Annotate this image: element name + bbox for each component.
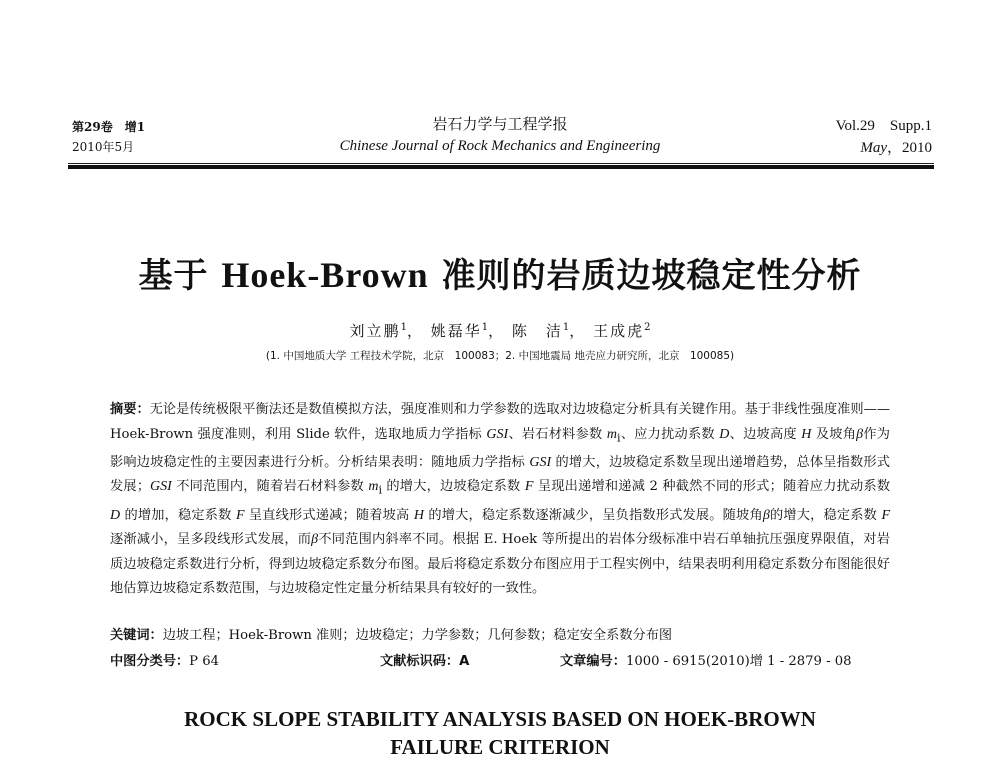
title-part1: 基于 (138, 256, 222, 296)
symbol-gsi: GSI (486, 426, 509, 442)
symbol-sub-i: i (378, 484, 382, 498)
date-en (836, 137, 932, 159)
abstract-text: 无论是传统极限平衡法还是数值模拟方法，强度准则和力学参数的选取对边坡稳定分析具有关键作用。基于非线性强度准则——Hoek-Brown 强度准则，利用 Slide 软件，选取地质力学指标 (110, 402, 891, 442)
abstract-text: 逐渐减小，呈多段线形式发展，而 (110, 532, 312, 548)
author-affil-mark: 1 (400, 322, 407, 333)
abstract-text: 的增大，稳定系数 (769, 507, 882, 523)
abstract-text: 呈直线形式递减；随着坡高 (244, 507, 414, 523)
abstract-text: 不同范围内，随着岩石材料参数 (171, 479, 369, 495)
clc-label: 中图分类号： (110, 654, 190, 669)
english-title-line2: FAILURE CRITERION (390, 735, 610, 759)
header-rule-thin (68, 163, 934, 164)
symbol-gsi: GSI (150, 479, 172, 495)
title-part3: 准则的岩质边坡稳定性分析 (428, 256, 862, 296)
paper-title (0, 248, 1000, 297)
abstract-text: 不同范围内斜率不同。根据 E. Hoek 等所提出的岩体分级标准中岩石单轴抗压强度界限值，对岩质边坡稳定系数进行分析，得到边坡稳定系数分布图。最后将稳定系数分布图应用于工程实例中，结果表明利用稳定系数分布图能很好地估算边坡稳定系数范围，与边坡稳定性定量分析结果具有较好的一致性。 (110, 532, 890, 597)
abstract (110, 398, 890, 602)
author-list: 刘立鹏$^1$， 姚磊华$^1$， 陈 洁$^1$， 王成虎$^2$ (349, 322, 651, 340)
abstract-text: 、边坡高度 (729, 426, 802, 442)
symbol-m: m (606, 426, 618, 442)
symbol-beta: β (311, 532, 319, 548)
keywords (110, 624, 890, 648)
header-right (836, 115, 932, 159)
symbol-d: D (719, 426, 730, 442)
article-value: 1000 - 6915(2010)增 1 - 2879 - 08 (625, 654, 852, 669)
symbol-beta: β (856, 426, 864, 442)
abstract-text: 作为影响边坡稳定性的主要因素进行分析。分析结果表明：随地质力学指标 (110, 426, 890, 470)
header-center (240, 113, 760, 157)
article-number (560, 650, 852, 674)
volume-issue-cn: 第29卷 增1 (72, 120, 146, 134)
journal-name-cn: 岩石力学与工程学报 (432, 115, 568, 133)
english-title-line1: ROCK SLOPE STABILITY ANALYSIS BASED ON HOEK-BROWN (184, 707, 816, 731)
affiliations: (1. 中国地质大学 工程技术学院，北京 100083；2. 中国地震局 地壳应力研究所，北京 100085) (265, 350, 735, 362)
author-affil-mark: 2 (644, 322, 651, 333)
symbol-beta: β (762, 507, 770, 523)
doc-label: 文献标识码： (380, 654, 460, 669)
volume-issue-en: Vol.29 Supp.1 (835, 118, 932, 134)
author-name: 姚磊华 (430, 322, 482, 340)
symbol-f: F (881, 507, 890, 523)
abstract-text: 呈现出递增和递减 2 种截然不同的形式；随着应力扰动系数 (533, 479, 891, 495)
abstract-text: 的增大，稳定系数逐渐减少，呈负指数形式发展。随坡角 (423, 507, 763, 523)
symbol-m: m (368, 479, 379, 495)
title-part2: Hoek-Brown (221, 255, 429, 295)
date-cn: 2010年5月 (72, 140, 135, 154)
symbol-h: H (413, 507, 424, 523)
symbol-h: H (801, 426, 812, 442)
keywords-label: 关键词： (110, 628, 163, 643)
symbol-f: F (235, 507, 245, 523)
article-label: 文章编号： (560, 654, 626, 669)
symbol-d: D (110, 507, 121, 523)
date-year: ，2010 (886, 140, 932, 156)
abstract-text: 、应力扰动系数 (620, 426, 720, 442)
author-name: 王成虎 (593, 322, 645, 340)
abstract-text: 的增大，边坡稳定系数呈现出递增趋势，总体呈指数形式发展； (110, 454, 890, 495)
abstract-label: 摘要： (110, 402, 150, 417)
date-month: May (860, 140, 887, 156)
abstract-text: 及坡角 (811, 426, 857, 442)
abstract-text: 的增大，边坡稳定系数 (381, 479, 525, 495)
keywords-text: 边坡工程；Hoek-Brown 准则；边坡稳定；力学参数；几何参数；稳定安全系数分布图 (162, 628, 673, 643)
document-code (380, 650, 469, 674)
doc-value: A (459, 654, 470, 669)
symbol-f: F (524, 479, 534, 495)
author-name: 刘立鹏 (349, 322, 401, 340)
symbol-sub-i: i (617, 431, 621, 445)
clc-value: P 64 (189, 654, 219, 669)
author-affil-mark: 1 (562, 322, 570, 333)
header-left (72, 117, 145, 157)
english-title (0, 705, 1000, 761)
symbol-gsi: GSI (529, 454, 552, 470)
clc-number (110, 650, 219, 674)
journal-name-en: Chinese Journal of Rock Mechanics and Engineering (339, 138, 661, 154)
abstract-text: 的增加，稳定系数 (120, 507, 236, 523)
author-affil-mark: 1 (481, 322, 489, 333)
abstract-text: 、岩石材料参数 (508, 426, 607, 442)
author-name: 陈 洁 (511, 322, 563, 340)
header-rule-thick (68, 165, 934, 169)
